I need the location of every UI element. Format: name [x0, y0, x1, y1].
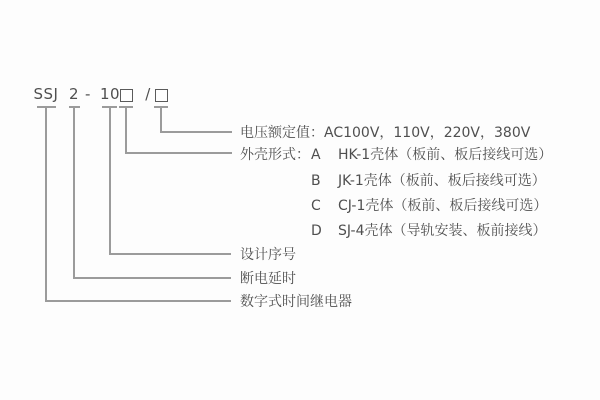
voltage-rating-row — [240, 124, 530, 142]
case-code-box — [120, 89, 133, 102]
power-off-delay-label: 断电延时 — [240, 271, 296, 287]
case-option-letter: B — [311, 173, 321, 189]
model-design-number: 10 — [99, 85, 121, 103]
connector-stem-voltage — [160, 106, 162, 133]
connector-stem-relay-type — [45, 106, 47, 302]
case-option-letter: D — [311, 223, 322, 239]
case-option-desc: SJ-4壳体（导轨安装、板前接线） — [338, 223, 547, 239]
case-style-label: 外壳形式： — [240, 147, 310, 163]
voltage-rating-values: AC100V，110V，220V，380V — [324, 125, 531, 141]
case-option-letter: C — [311, 198, 321, 214]
connector-stem-case — [125, 106, 127, 154]
connector-stem-power-off-delay — [73, 106, 75, 279]
voltage-rating-label: 电压额定值： — [240, 125, 324, 141]
relay-type-label: 数字式时间继电器 — [240, 294, 352, 310]
case-option-desc: HK-1壳体（板前、板后接线可选） — [338, 147, 553, 163]
model-series-number: 2 — [68, 85, 80, 103]
model-dash: - — [85, 85, 91, 103]
connector-line-relay-type — [45, 300, 231, 302]
design-serial-label: 设计序号 — [240, 247, 296, 263]
connector-stem-design-serial — [109, 106, 111, 255]
case-option-desc: CJ-1壳体（板前、板后接线可选） — [338, 198, 548, 214]
connector-line-case — [125, 152, 232, 154]
model-slash: / — [145, 85, 151, 103]
connector-line-power-off-delay — [73, 277, 231, 279]
model-prefix: SSJ — [33, 85, 59, 103]
voltage-code-box — [155, 89, 168, 102]
case-option-letter: A — [311, 147, 321, 163]
connector-line-design-serial — [109, 253, 231, 255]
connector-line-voltage — [160, 131, 232, 133]
case-option-desc: JK-1壳体（板前、板后接线可选） — [338, 173, 546, 189]
